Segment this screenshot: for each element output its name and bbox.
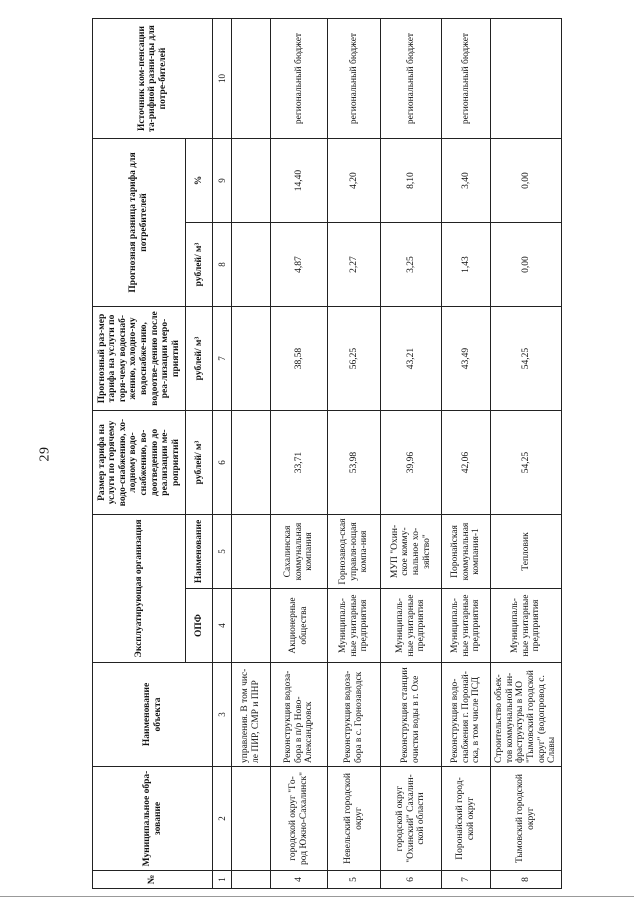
table-row: [271, 19, 328, 889]
row-object: Строительство объек-тов коммунальной ин-фраструктуры в МО "Тымовский городской округ" (водопровод с. Славы: [491, 663, 562, 767]
row-no: 4: [271, 871, 328, 889]
header-source: Источник ком-пенсации та-рифной разни-цы для потре-бителей: [93, 19, 213, 139]
row-municipality: Тымовский городской округ: [491, 767, 562, 871]
table-row: [442, 19, 491, 889]
row-tariff-before: 53,98: [328, 411, 381, 515]
row-name: Поронайская коммунальная компания-1: [442, 515, 491, 589]
row-diff-rub: 2,27: [328, 223, 381, 307]
row-diff-rub: 3,25: [381, 223, 442, 307]
row-name: Сахалинская коммунальная компания: [271, 515, 328, 589]
row-diff-pct: 14,40: [271, 139, 328, 223]
row-object: Реконструкция водоза-бора в п/р Ново-Александровск: [271, 663, 328, 767]
header-no: №: [93, 871, 213, 889]
col-number-5: 5: [213, 515, 232, 589]
tariff-table: [92, 18, 562, 889]
row-tariff-before: 39,96: [381, 411, 442, 515]
row-opf: Муниципаль-ные унитарные предприятия: [381, 589, 442, 663]
row-source: региональный бюджет: [381, 19, 442, 139]
row-no: 7: [442, 871, 491, 889]
row-opf: Муниципаль-ные унитарные предприятия: [491, 589, 562, 663]
row-diff-pct: 4,20: [328, 139, 381, 223]
row-diff-rub: 1,43: [442, 223, 491, 307]
page-number: 29: [37, 446, 53, 462]
table-row: [491, 19, 562, 889]
row-diff-rub: 0,00: [491, 223, 562, 307]
header-unit-7: рублей/ м³: [186, 307, 213, 411]
row-diff-rub: 4,87: [271, 223, 328, 307]
bottom-rule: [0, 896, 634, 897]
row-source: региональный бюджет: [328, 19, 381, 139]
row-source: региональный бюджет: [442, 19, 491, 139]
row-no: 6: [381, 871, 442, 889]
row-tariff-after: 43,49: [442, 307, 491, 411]
col-number-6: 6: [213, 411, 232, 515]
row-no: 8: [491, 871, 562, 889]
header-tariff-before: Размер тарифа на услуги по горячему водо-снабжению, хо-лодному водо-снабжению, во-доотведению до реализации ме-роприятий: [93, 411, 186, 515]
header-unit-9: %: [186, 139, 213, 223]
row-name: Тепловик: [491, 515, 562, 589]
header-tariff-after: Прогнозный раз-мер тарифа на услуги по горя-чему водоснаб-жению, холодно-му водоснабже-нию, водоотве-дению после реа-лизации меро-приятий: [93, 307, 186, 411]
row-tariff-before: 54,25: [491, 411, 562, 515]
rotated-table-container: [92, 19, 558, 889]
header-name: Наименование: [186, 515, 213, 589]
row-diff-pct: 8,10: [381, 139, 442, 223]
row-source: региональный бюджет: [271, 19, 328, 139]
row-name: Горнозавод-ская управля-ющая компа-ния: [328, 515, 381, 589]
row-municipality: городской округ "Охинский" Сахалин-ской области: [381, 767, 442, 871]
row-name: МУП "Охин-ское комму-нальное хо-зяйство": [381, 515, 442, 589]
col-number-4: 4: [213, 589, 232, 663]
col-number-7: 7: [213, 307, 232, 411]
col-number-1: 1: [213, 871, 232, 889]
header-opf: ОПФ: [186, 589, 213, 663]
row-tariff-before: 33,71: [271, 411, 328, 515]
header-municipality: Муниципальное обра-зование: [93, 767, 213, 871]
row-municipality: Невельский городской округ: [328, 767, 381, 871]
row-tariff-after: 38,58: [271, 307, 328, 411]
table-row: [328, 19, 381, 889]
header-unit-6: рублей/ м³: [186, 411, 213, 515]
col-number-3: 3: [213, 663, 232, 767]
col-number-8: 8: [213, 223, 232, 307]
row-opf: Муниципаль-ные унитарные предприятия: [442, 589, 491, 663]
row-object: Реконструкция станции очистки воды в г. Охе: [381, 663, 442, 767]
row-tariff-after: 54,25: [491, 307, 562, 411]
row-diff-pct: 0,00: [491, 139, 562, 223]
row-source: [491, 19, 562, 139]
row-object: Реконструкция водоза-бора в с. Горнозаводск: [328, 663, 381, 767]
table-row-continuation: [232, 19, 271, 889]
header-operator: Эксплуатирующая организация: [93, 515, 186, 663]
header-unit-8: рублей/ м³: [186, 223, 213, 307]
row-tariff-before: 42,06: [442, 411, 491, 515]
row-tariff-after: 43,21: [381, 307, 442, 411]
row-tariff-after: 56,25: [328, 307, 381, 411]
row-object: Реконструкция водо-снабжения г. Поронай-ска, в том числе ПСД: [442, 663, 491, 767]
col-number-10: 10: [213, 19, 232, 139]
row-opf: Муниципаль-ные унитарные предприятия: [328, 589, 381, 663]
row-municipality: городской округ "Го-род Южно-Сахалинск": [271, 767, 328, 871]
continuation-object: управления. В том чис-ле ПИР, СМР и ПНР: [232, 663, 271, 767]
row-no: 5: [328, 871, 381, 889]
header-diff: Прогнозная разница тарифа для потребителей: [93, 139, 186, 307]
table-row: [381, 19, 442, 889]
header-object: Наименование объекта: [93, 663, 213, 767]
row-diff-pct: 3,40: [442, 139, 491, 223]
row-opf: Акционерные общества: [271, 589, 328, 663]
col-number-2: 2: [213, 767, 232, 871]
row-municipality: Поронайский город-ской округ: [442, 767, 491, 871]
col-number-9: 9: [213, 139, 232, 223]
